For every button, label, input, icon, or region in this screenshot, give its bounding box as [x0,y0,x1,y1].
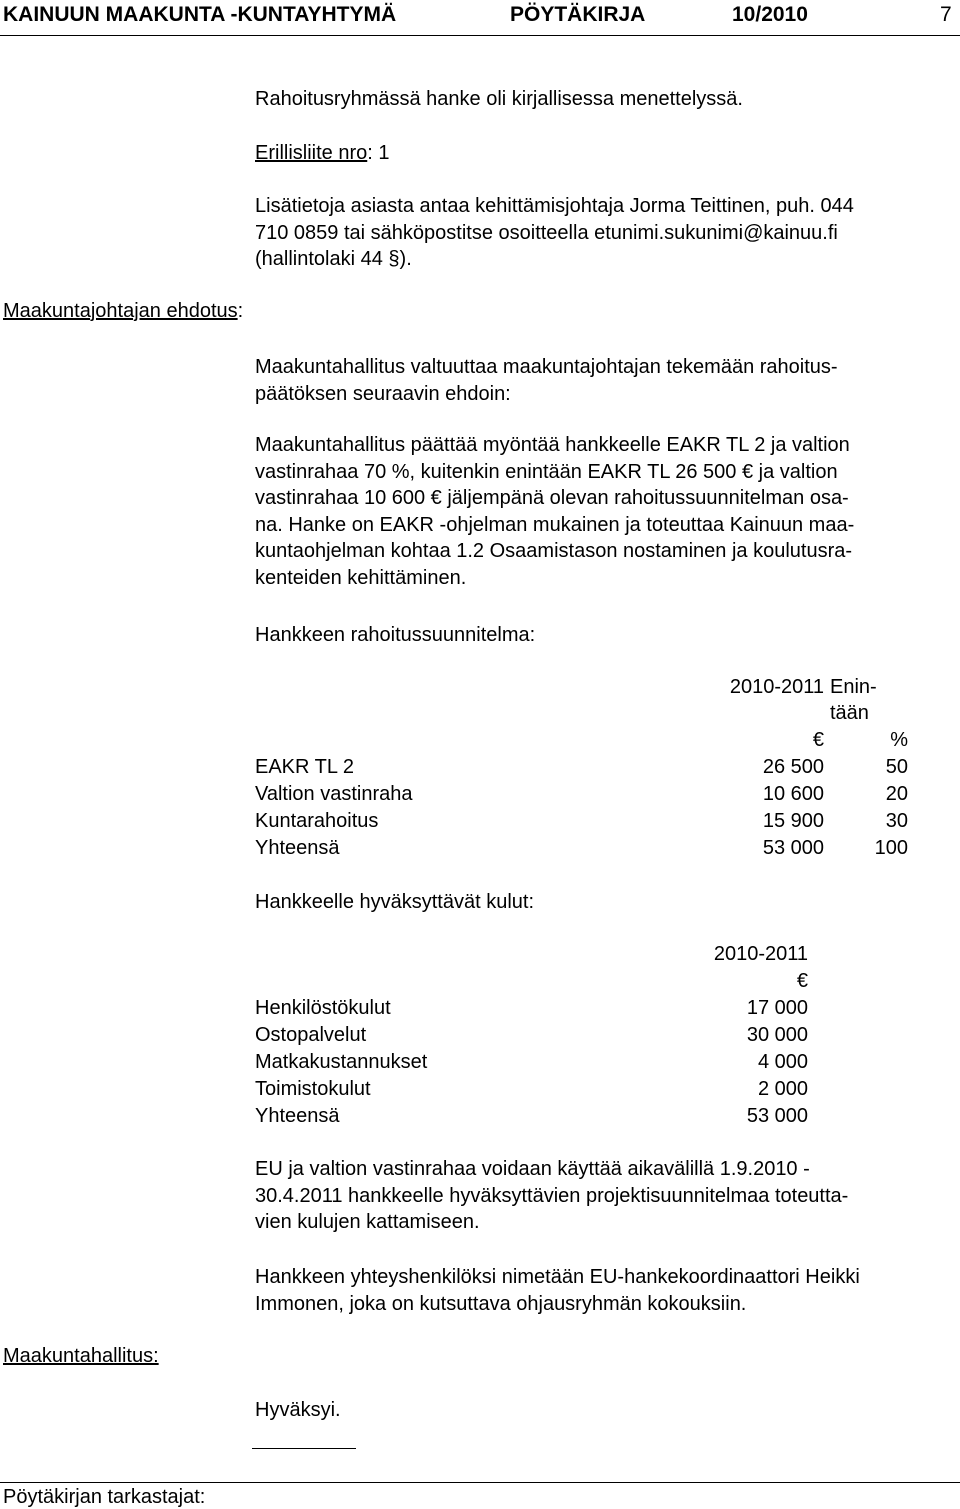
financing-row-percent: 30 [885,810,908,832]
costs-heading: Hankkeelle hyväksyttävät kulut: [255,891,535,913]
costs-row-amount: 17 000 [746,997,808,1019]
financing-row-percent: 50 [885,756,908,778]
eu-line: 30.4.2011 hankkeelle hyväksyttävien projektisuunnitelmaa toteutta- [255,1184,849,1207]
financing-row-percent: 100 [874,837,908,859]
financing-row-label: EAKR TL 2 [255,756,354,778]
lisatietoja-line: (hallintolaki 44 §). [255,248,412,271]
financing-unit-currency: € [812,729,824,751]
financing-row-amount: 53 000 [762,837,824,859]
eu-line: vien kulujen kattamiseen. [255,1211,480,1234]
erillisliite-value: : 1 [367,142,390,164]
header-rule [0,35,960,36]
financing-unit-percent: % [890,729,908,751]
erillisliite-label: Erillisliite nro [255,142,368,164]
proposal-intro-line: Maakuntahallitus valtuuttaa maakuntajohtajan tekemään rahoitus- [255,356,838,378]
contact-line: Hankkeen yhteyshenkilöksi nimetään EU-hankekoordinaattori Heikki [255,1266,860,1288]
contact-paragraph [255,1264,860,1317]
proposal-decision-line: Maakuntahallitus päättää myöntää hankkeelle EAKR TL 2 ja valtion [255,434,850,456]
footer-rule [0,1482,960,1483]
lisatietoja-paragraph [255,193,854,273]
lisatietoja-line: Lisätietoja asiasta antaa kehittämisjohtaja Jorma Teittinen, puh. 044 [255,195,854,217]
ehdotus-section-label [3,300,243,323]
lisatietoja-line: 710 0859 tai sähköpostitse osoitteella etunimi.sukunimi@kainuu.fi [255,221,838,244]
financing-row-amount: 10 600 [762,783,824,805]
costs-row-amount: 30 000 [746,1024,808,1046]
proposal-decision [255,432,854,592]
eu-paragraph [255,1156,848,1236]
financing-row-label: Valtion vastinraha [255,783,413,805]
costs-row-amount: 4 000 [757,1051,808,1073]
financing-row-label: Yhteensä [255,837,340,859]
costs-row-amount: 2 000 [757,1078,808,1100]
eu-line: EU ja valtion vastinrahaa voidaan käyttää aikavälillä 1.9.2010 - [255,1158,810,1180]
costs-row-label: Henkilöstökulut [255,997,391,1019]
proposal-intro [255,354,838,407]
proposal-decision-line: vastinrahaa 10 600 € jäljempänä olevan rahoitussuunnitelman osa- [255,487,849,510]
financing-col-max-1: Enin- [830,676,877,698]
proposal-decision-line: vastinrahaa 70 %, kuitenkin enintään EAKR TL 26 500 € ja valtion [255,460,838,483]
financing-row-amount: 26 500 [762,756,824,778]
costs-unit-currency: € [796,970,808,992]
financing-row-percent: 20 [885,783,908,805]
rahoitus-line: Rahoitusryhmässä hanke oli kirjallisessa menettelyssä. [255,88,743,110]
costs-row-label: Toimistokulut [255,1078,371,1100]
tarkastajat-label: Pöytäkirjan tarkastajat: [3,1486,206,1508]
ehdotus-colon: : [237,300,244,322]
proposal-decision-line: na. Hanke on EAKR -ohjelman mukainen ja toteuttaa Kainuun maa- [255,513,855,536]
ehdotus-label-text: Maakuntajohtajan ehdotus [3,300,238,322]
financing-heading: Hankkeen rahoitussuunnitelma: [255,624,536,646]
costs-row-label: Matkakustannukset [255,1051,428,1073]
financing-row-amount: 15 900 [762,810,824,832]
organization-name: KAINUUN MAAKUNTA -KUNTAYHTYMÄ [3,3,397,26]
costs-row-label: Ostopalvelut [255,1024,367,1046]
contact-line: Immonen, joka on kutsuttava ohjausryhmän kokouksiin. [255,1292,747,1315]
decision-underline [252,1448,356,1449]
costs-row-label: Yhteensä [255,1105,340,1127]
document-number: 10/2010 [732,3,808,26]
page-number: 7 [940,3,952,26]
proposal-decision-line: kenteiden kehittäminen. [255,566,467,589]
financing-col-max-2: tään [830,702,869,724]
financing-row-label: Kuntarahoitus [255,810,379,832]
proposal-intro-line: päätöksen seuraavin ehdoin: [255,382,511,405]
costs-col-period: 2010-2011 [713,943,808,965]
decision-text: Hyväksyi. [255,1399,341,1421]
financing-col-period: 2010-2011 [729,676,824,698]
maakuntahallitus-label: Maakuntahallitus: [3,1345,159,1367]
document-type: PÖYTÄKIRJA [510,3,646,26]
costs-row-amount: 53 000 [746,1105,808,1127]
erillisliite-line [255,140,390,167]
proposal-decision-line: kuntaohjelman kohtaa 1.2 Osaamistason nostaminen ja koulutusra- [255,540,853,563]
